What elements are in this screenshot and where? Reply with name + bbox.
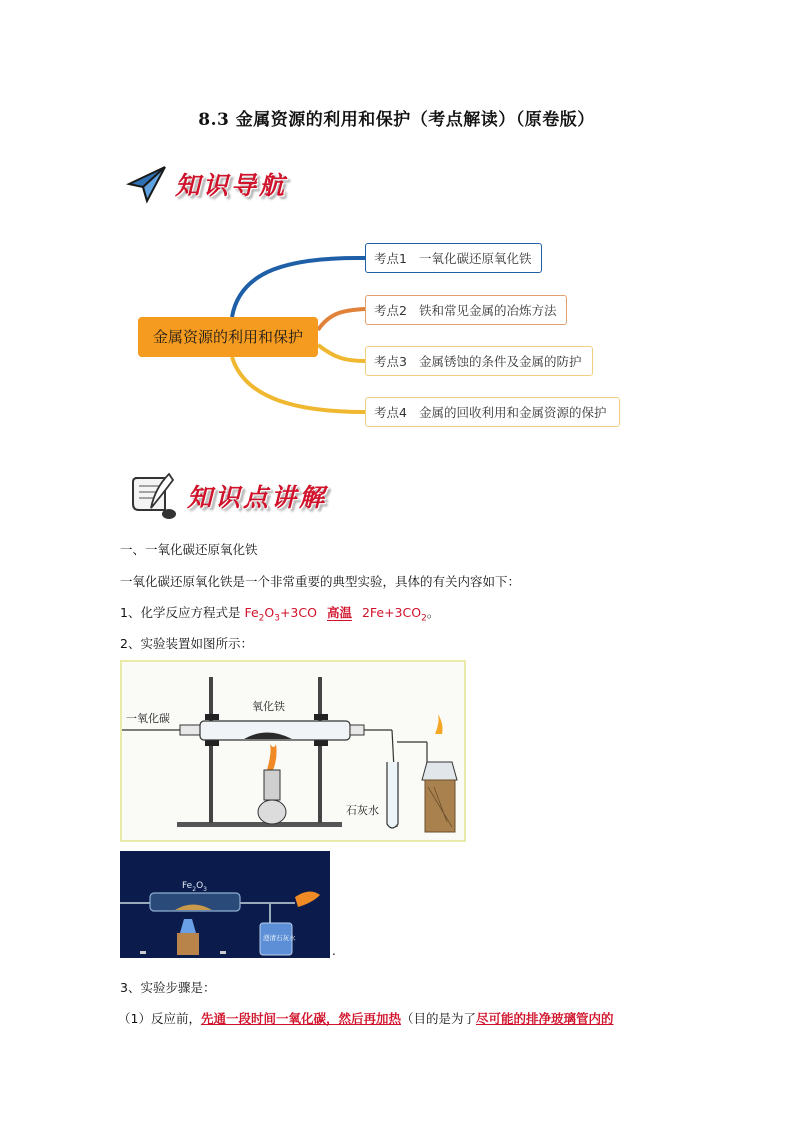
reaction-condition: 高温 — [326, 605, 352, 620]
branch-4 — [232, 357, 365, 412]
step-1-line: （1）反应前，先通一段时间一氧化碳，然后再加热（目的是为了尽可能的排净玻璃管内的 — [118, 1011, 614, 1026]
mindmap-branches — [0, 0, 793, 460]
figure-period: . — [332, 944, 336, 958]
apparatus-caption: 2、实验装置如图所示： — [120, 636, 253, 651]
mindmap-item-2 — [365, 295, 567, 325]
equation-prefix: 1、化学反应方程式是 — [120, 605, 245, 620]
label-iron-oxide: 氧化铁 — [252, 700, 285, 713]
mindmap-item-3 — [365, 346, 593, 376]
explain-banner — [125, 470, 365, 522]
equation-line: 1、化学反应方程式是 $Fe_2O_3+3CO$ 高温 $2Fe+3CO_2$。 — [120, 605, 440, 624]
mindmap-item-text: 铁和常见金属的冶炼方法 — [418, 303, 557, 318]
mindmap-item-num: 考点1 — [374, 251, 407, 266]
mindmap-item-4 — [365, 397, 620, 427]
branch-2 — [318, 309, 365, 330]
page-title: 8.3 金属资源的利用和保护（考点解读）（原卷版） — [198, 110, 595, 130]
apparatus-figure-1 — [120, 660, 466, 842]
mindmap-item-text: 金属锈蚀的条件及金属的防护 — [418, 354, 582, 369]
nav-banner-text: 知识导航 — [175, 171, 288, 200]
apparatus-drawing — [122, 662, 464, 840]
apparatus-figure-2 — [120, 851, 330, 958]
steps-heading: 3、实验步骤是： — [120, 980, 216, 995]
mindmap-item-num: 考点4 — [374, 405, 407, 420]
label-clear-limewater: 澄清石灰水 — [263, 934, 296, 942]
apparatus-drawing-dark — [120, 851, 330, 958]
label-carbon-monoxide: 一氧化碳 — [126, 712, 170, 725]
mindmap-item-1 — [365, 243, 542, 273]
mindmap-item-num: 考点3 — [374, 354, 407, 369]
label-fe2o3: $Fe_2O_3$ — [182, 881, 207, 893]
branch-1 — [232, 258, 365, 317]
mindmap-item-text: 金属的回收利用和金属资源的保护 — [418, 405, 607, 420]
section-heading: 一、一氧化碳还原氧化铁 — [120, 542, 258, 557]
equation: $Fe_2O_3+3CO$ 高温 $2Fe+3CO_2$ — [244, 605, 427, 624]
explain-banner-text: 知识点讲解 — [187, 483, 328, 512]
intro-paragraph: 一氧化碳还原氧化铁是一个非常重要的典型实验，具体的有关内容如下： — [120, 574, 521, 589]
branch-3 — [318, 345, 365, 361]
scroll-quill-icon — [125, 470, 179, 522]
mindmap-center: 金属资源的利用和保护 — [138, 317, 318, 357]
mindmap-item-num: 考点2 — [374, 303, 407, 318]
mindmap-item-text: 一氧化碳还原氧化铁 — [418, 251, 532, 266]
label-limewater: 石灰水 — [346, 804, 379, 817]
